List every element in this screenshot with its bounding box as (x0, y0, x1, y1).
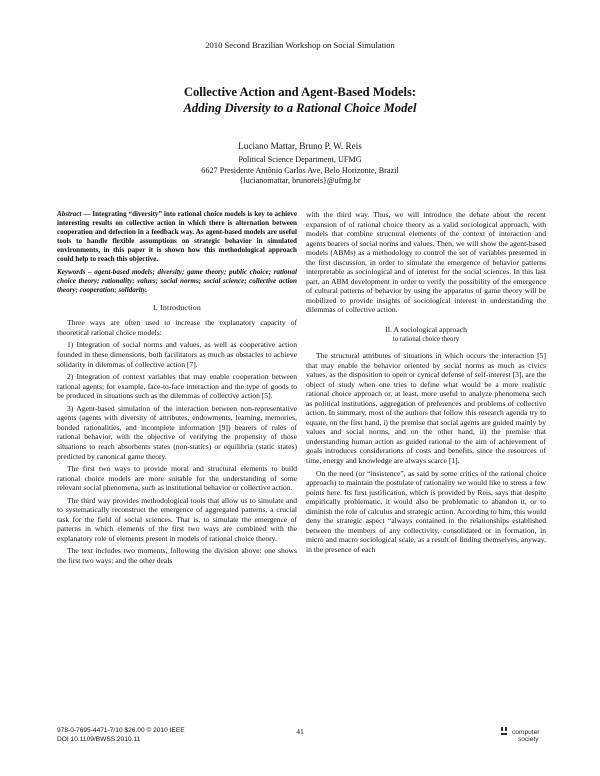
running-header: 2010 Second Brazilian Workshop on Social Simulation (205, 40, 395, 50)
paragraph: 1) Integration of social norms and values, as well as cooperative action founded in these dimensions, both facilitators as much as obstacles to achieve solidarity in dilemmas of collective action [7]. (57, 340, 297, 369)
affiliation (0, 155, 600, 187)
abstract (57, 210, 297, 265)
keywords-label: Keywords – (57, 267, 92, 276)
section-heading-introduction: I. Introduction (152, 302, 202, 312)
logo-line: computer (512, 729, 540, 736)
paragraph: with the third way. Thus, we will introduce the debate about the recent expansion of of rational choice theory as a valid sociological approach, with models that combine structural elements of the context of interaction and agents bearers of social norms and values. Then, we will show the agent-based models (ABMs) as a methodology to control the set of variables presented in the first discussion, in order to simulate the emergence of behavior patterns interpretable as sociological and of interest for the social sciences. In this last part, an ABM development in order to verify the possibility of the emergence of cultural patterns of behavior by using the apparatus of game theory will be mobilized to provide insights of sociological interest in understanding the dilemmas of collective action. (306, 210, 546, 315)
paragraph: On the need (or “insistence”, as said by some critics of the rational choice approach) to maintain the postulate of rationality we would like to stress a few points here. Its first justification, which is provided by Reis, says that despite empirically problematic, it would also be problematic to abandon it, or to diminish the role of calculus and strategic action. According to him, this would deny the strategic aspect “always contained in the relationships established between the members of any collectivity, consolidated or in formation, in micro and macro sociological scale, as a result of finding themselves, anyway, in the presence of each (306, 468, 546, 554)
footer-isbn: 978-0-7695-4471-7/10 $26.00 © 2010 IEEE (57, 727, 185, 734)
section-heading-line: to rational choice theory (392, 336, 460, 344)
logo-wordmark (512, 729, 540, 743)
page-number: 41 (296, 727, 304, 736)
section-heading-sociological-approach (306, 325, 546, 345)
paragraph: 3) Agent-based simulation of the interaction between non-representative agents (agents with diversity of attributes, endowments, learning, memories, bonded rationalities, and incomplete information [9]) bearers of rules of rational behavior, with the objective of verifying the propensity of those situations to reach absorbents states (non-statics) or equilibria (static states) predicted by canonical game theory. (57, 403, 297, 461)
keywords (57, 268, 297, 295)
paragraph: The structural attributes of situations in which occurs the interaction [5] that may enable the behavior oriented by social norms as much as civics values, as the disposition to open or cynical defense of self-interest [3], are the object of study when one tries to define what would be a more realistic rational choice approach or, at least, more useful to analyze phenomena such as political institutions, aggregation of preferences and problems of collective action. In summary, most of the authors that follow this research agenda try to equate, on the first hand, i) the premise that social agents are guided mainly by values and social norms, and on the other hand, ii) the premise that understanding human action as guided rational to the aim of achievement of goals introduces considerations of costs and benefits, since the resources of time, energy and knowledge are always scarce [1]. (306, 351, 546, 466)
abstract-label: Abstract — (57, 210, 91, 218)
authors: Luciano Mattar, Bruno P. W. Reis (238, 141, 362, 151)
footer-doi: DOI 10.1109/BWSS.2010.11 (57, 735, 141, 743)
right-column (306, 210, 546, 558)
keywords-text: agent-based models; diversity; game theory; public choice; rational choice theory; rationality; values; social norms; social science; collective action theory; cooperation; solidarity. (57, 267, 297, 294)
affiliation-department: Political Science Department, UFMG (238, 155, 362, 164)
paragraph: The first two ways to provide moral and structural elements to build rational choice models are more suitable for the understanding of some relevant social phenomena, such as institutional behavior or collective action. (57, 464, 297, 493)
paragraph: 2) Integration of context variables that may enable cooperation between rational agents; for example, face-to-face interaction and the type of goods to be produced in situations such as the dilemmas of collective action [5]. (57, 372, 297, 401)
affiliation-email: {lucianomattar, brunoreis}@ufmg.br (239, 176, 361, 186)
paragraph: The text includes two moments, following the division above: one shows the first two ways; and the other deals (57, 546, 297, 565)
affiliation-address: 6627 Presidente Antônio Carlos Ave, Belo Horizonte, Brazil (201, 165, 399, 175)
section-heading-line: II. A sociological approach (385, 325, 467, 335)
paper-title: Collective Action and Agent-Based Models: (183, 85, 417, 99)
logo-line: society (518, 736, 539, 743)
computer-society-logo (500, 723, 548, 751)
paper-subtitle: Adding Diversity to a Rational Choice Model (183, 101, 417, 115)
ieee-cs-logo-icon (500, 725, 510, 747)
left-column (57, 210, 297, 569)
abstract-text: Integrating “diversity” into rational choice models is key to achieve interesting results on collective action in which there is alternation between cooperation and defection in a feedback way. As agent-based models are useful tools to handle flexible assumptions on strategic behavior in simulated environments, in this paper it is shown how this methodological approach could help to reach this objective. (57, 210, 297, 264)
paragraph: Three ways are often used to increase the explanatory capacity of theoretical rational choice models: (57, 318, 297, 337)
paragraph: The third way provides methodological tools that allow us to simulate and to systematically reconstruct the emergence of aggregated patterns, a crucial task for the field of social sciences. That is, to simulate the emergence of patterns in which elements of the first two ways are combined with the explanatory role of elements present in models of rational choice theory. (57, 495, 297, 543)
